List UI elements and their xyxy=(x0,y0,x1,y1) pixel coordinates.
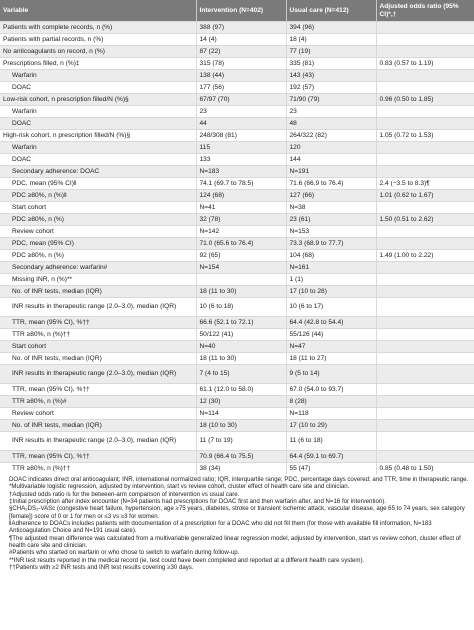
intervention-cell: 14 (4) xyxy=(196,34,286,46)
usual-care-cell: 17 (10 to 29) xyxy=(286,420,376,432)
usual-care-cell: 335 (81) xyxy=(286,58,376,70)
intervention-cell: N=40 xyxy=(196,341,286,353)
intervention-cell: 12 (30) xyxy=(196,396,286,408)
intervention-cell: 44 xyxy=(196,118,286,130)
footnote: *Multivariable logistic regression, adjusted by intervention, start vs review cohort, cluster effect of health care site and clinician. xyxy=(9,483,350,491)
variable-cell: No. of INR tests, median (IQR) xyxy=(0,353,196,365)
variable-cell: No. of INR tests, median (IQR) xyxy=(0,420,196,432)
intervention-cell: 67/97 (70) xyxy=(196,94,286,106)
table-row xyxy=(0,58,474,70)
usual-care-cell: 55/126 (44) xyxy=(286,329,376,341)
usual-care-cell: 18 (11 to 27) xyxy=(286,353,376,365)
table-row xyxy=(0,262,474,274)
variable-cell: Warfarin xyxy=(0,142,196,154)
table-row xyxy=(0,238,474,250)
table-row xyxy=(0,130,474,142)
variable-cell: DOAC xyxy=(0,118,196,130)
footnote: ‖Adherence to DOACs includes patients with documentation of a prescription for a DOAC who did not fill them (for those with available fill information, N=183 Anticoagulation Choice and N=191 usual care). xyxy=(9,520,432,535)
usual-care-cell: 77 (19) xyxy=(286,46,376,58)
footnote: DOAC indicates direct oral anticoagulant; INR, international normalized ratio; IQR, interquartile range; PDC, percentage days covered; and TTR, time in therapeutic range. xyxy=(9,476,469,483)
variable-cell: PDC ≥80%, n (%)‖ xyxy=(0,190,196,202)
intervention-cell: 50/122 (41) xyxy=(196,329,286,341)
odds-ratio-cell xyxy=(376,274,474,286)
odds-ratio-cell xyxy=(376,154,474,166)
intervention-cell: 92 (65) xyxy=(196,250,286,262)
intervention-cell: 11 (7 to 19) xyxy=(196,432,286,451)
odds-ratio-cell: 1.01 (0.62 to 1.67) xyxy=(376,190,474,202)
odds-ratio-cell xyxy=(376,166,474,178)
variable-cell: TTR ≥80%, n (%)†† xyxy=(0,463,196,475)
odds-ratio-cell xyxy=(376,396,474,408)
table-row xyxy=(0,34,474,46)
usual-care-cell: N=191 xyxy=(286,166,376,178)
intervention-cell: 18 (11 to 30) xyxy=(196,286,286,298)
variable-cell: High-risk cohort, n prescription filled/N (%)§ xyxy=(0,130,196,142)
usual-care-cell: 64.4 (59.1 to 69.7) xyxy=(286,451,376,463)
table-row xyxy=(0,94,474,106)
intervention-cell: 248/308 (81) xyxy=(196,130,286,142)
intervention-cell: 74.1 (69.7 to 78.5) xyxy=(196,178,286,190)
table-row xyxy=(0,154,474,166)
intervention-cell: 138 (44) xyxy=(196,70,286,82)
odds-ratio-cell xyxy=(376,46,474,58)
odds-ratio-cell xyxy=(376,432,474,451)
intervention-cell: 66.6 (52.1 to 72.1) xyxy=(196,317,286,329)
footnote: #Patients who started on warfarin or who chose to switch to warfarin during follow-up. xyxy=(9,549,240,557)
usual-care-cell: 144 xyxy=(286,154,376,166)
variable-cell: TTR, mean (95% CI), %†† xyxy=(0,451,196,463)
odds-ratio-cell xyxy=(376,408,474,420)
table-row xyxy=(0,396,474,408)
intervention-cell: 71.0 (65.6 to 76.4) xyxy=(196,238,286,250)
variable-cell: DOAC xyxy=(0,82,196,94)
odds-ratio-cell: 1.49 (1.00 to 2.22) xyxy=(376,250,474,262)
usual-care-cell: N=38 xyxy=(286,202,376,214)
odds-ratio-cell xyxy=(376,106,474,118)
intervention-cell: N=114 xyxy=(196,408,286,420)
footnote: ††Patients with ≥2 INR tests and INR test results covering ≥30 days. xyxy=(9,564,194,572)
footnote: ‡Initial prescription after index encounter (N=34 patients had prescriptions for DOAC first and then warfarin after, and N=16 for intervention). xyxy=(9,498,386,506)
intervention-cell xyxy=(196,274,286,286)
intervention-cell: 61.1 (12.0 to 58.0) xyxy=(196,384,286,396)
odds-ratio-cell: 1.05 (0.72 to 1.53) xyxy=(376,130,474,142)
intervention-cell: N=183 xyxy=(196,166,286,178)
table-body xyxy=(0,22,474,475)
variable-cell: TTR ≥80%, n (%)# xyxy=(0,396,196,408)
variable-cell: PDC ≥80%, n (%) xyxy=(0,250,196,262)
odds-ratio-cell xyxy=(376,365,474,384)
variable-cell: INR results in therapeutic range (2.0–3.0), median (IQR) xyxy=(0,298,196,317)
intervention-cell: N=154 xyxy=(196,262,286,274)
intervention-cell: 87 (22) xyxy=(196,46,286,58)
table-row xyxy=(0,463,474,475)
usual-care-cell: 64.4 (42.8 to 54.4) xyxy=(286,317,376,329)
odds-ratio-cell xyxy=(376,226,474,238)
odds-ratio-cell xyxy=(376,22,474,34)
usual-care-cell: 23 xyxy=(286,106,376,118)
intervention-cell: 115 xyxy=(196,142,286,154)
header-adjusted-odds-ratio: Adjusted odds ratio (95% CI)*,† xyxy=(376,0,474,22)
odds-ratio-cell xyxy=(376,238,474,250)
usual-care-cell: 1 (1) xyxy=(286,274,376,286)
variable-cell: Start cohort xyxy=(0,341,196,353)
intervention-cell: 70.9 (66.4 to 75.5) xyxy=(196,451,286,463)
intervention-cell: 10 (6 to 18) xyxy=(196,298,286,317)
usual-care-cell: N=153 xyxy=(286,226,376,238)
variable-cell: Patients with complete records, n (%) xyxy=(0,22,196,34)
table-row xyxy=(0,341,474,353)
table-row xyxy=(0,286,474,298)
header-variable: Variable xyxy=(0,0,196,22)
variable-cell: No anticoagulants on record, n (%) xyxy=(0,46,196,58)
odds-ratio-cell xyxy=(376,34,474,46)
odds-ratio-cell: 1.50 (0.51 to 2.62) xyxy=(376,214,474,226)
intervention-cell: 388 (97) xyxy=(196,22,286,34)
variable-cell: Start cohort xyxy=(0,202,196,214)
odds-ratio-cell xyxy=(376,353,474,365)
variable-cell: Review cohort xyxy=(0,408,196,420)
intervention-cell: 7 (4 to 15) xyxy=(196,365,286,384)
intervention-cell: 23 xyxy=(196,106,286,118)
table-footnotes xyxy=(0,474,474,571)
table-row xyxy=(0,226,474,238)
table-row xyxy=(0,46,474,58)
variable-cell: Patients with partial records, n (%) xyxy=(0,34,196,46)
table-row xyxy=(0,106,474,118)
usual-care-cell: 143 (43) xyxy=(286,70,376,82)
variable-cell: PDC ≥80%, n (%) xyxy=(0,214,196,226)
variable-cell: PDC, mean (95% CI) xyxy=(0,238,196,250)
table-row xyxy=(0,329,474,341)
odds-ratio-cell xyxy=(376,341,474,353)
usual-care-cell: 120 xyxy=(286,142,376,154)
table-row xyxy=(0,118,474,130)
variable-cell: Missing INR, n (%)** xyxy=(0,274,196,286)
table-row xyxy=(0,432,474,451)
usual-care-cell: 264/322 (82) xyxy=(286,130,376,142)
odds-ratio-cell xyxy=(376,420,474,432)
usual-care-cell: 48 xyxy=(286,118,376,130)
variable-cell: TTR, mean (95% CI), %†† xyxy=(0,317,196,329)
usual-care-cell: 11 (6 to 18) xyxy=(286,432,376,451)
intervention-cell: N=41 xyxy=(196,202,286,214)
table-row xyxy=(0,214,474,226)
table-row xyxy=(0,70,474,82)
odds-ratio-cell xyxy=(376,317,474,329)
intervention-cell: 38 (34) xyxy=(196,463,286,475)
table-row xyxy=(0,22,474,34)
odds-ratio-cell xyxy=(376,82,474,94)
table-row xyxy=(0,365,474,384)
footnote: **INR test results reported in the medical record (ie, test could have been completed and reported at a different health care system). xyxy=(9,556,365,564)
odds-ratio-cell xyxy=(376,286,474,298)
table-row xyxy=(0,202,474,214)
odds-ratio-cell: 0.96 (0.50 to 1.85) xyxy=(376,94,474,106)
usual-care-cell: 394 (96) xyxy=(286,22,376,34)
variable-cell: Warfarin xyxy=(0,70,196,82)
variable-cell: INR results in therapeutic range (2.0–3.0), median (IQR) xyxy=(0,432,196,451)
usual-care-cell: N=47 xyxy=(286,341,376,353)
footnote: †Adjusted odds ratio is for the between-arm comparison of intervention vs usual care. xyxy=(9,490,240,498)
odds-ratio-cell: 0.83 (0.57 to 1.19) xyxy=(376,58,474,70)
usual-care-cell: 9 (5 to 14) xyxy=(286,365,376,384)
table-row xyxy=(0,408,474,420)
footnote: ¶The adjusted mean difference was calculated from a multivariable generalized linear regression model, adjusted by intervention, start vs review cohort, cluster effect of health care site and clinician. xyxy=(9,534,461,550)
variable-cell: TTR ≥80%, n (%)†† xyxy=(0,329,196,341)
odds-ratio-cell xyxy=(376,262,474,274)
intervention-cell: 32 (78) xyxy=(196,214,286,226)
table-row xyxy=(0,250,474,262)
usual-care-cell: 55 (47) xyxy=(286,463,376,475)
usual-care-cell: 10 (6 to 17) xyxy=(286,298,376,317)
odds-ratio-cell xyxy=(376,329,474,341)
odds-ratio-cell xyxy=(376,202,474,214)
intervention-cell: N=142 xyxy=(196,226,286,238)
odds-ratio-cell xyxy=(376,70,474,82)
usual-care-cell: 23 (61) xyxy=(286,214,376,226)
variable-cell: PDC, mean (95% CI)‖ xyxy=(0,178,196,190)
odds-ratio-cell xyxy=(376,384,474,396)
table-header-row xyxy=(0,0,474,22)
usual-care-cell: 73.3 (68.9 to 77.7) xyxy=(286,238,376,250)
odds-ratio-cell xyxy=(376,451,474,463)
footnote: §CHA₂DS₂-VASc (congestive heart failure, hypertension, age ≥75 years, diabetes, stroke or transient ischemic attack, vascular disease, age 65 to 74 years, sex category [female]) score of 0 or 1 for men or ≤3 vs ≥3 for women. xyxy=(9,505,465,520)
odds-ratio-cell: 0.85 (0.48 to 1.50) xyxy=(376,463,474,475)
variable-cell: Prescriptions filled, n (%)‡ xyxy=(0,58,196,70)
intervention-cell: 124 (68) xyxy=(196,190,286,202)
variable-cell: Secondary adherence: warfarin# xyxy=(0,262,196,274)
odds-ratio-cell xyxy=(376,142,474,154)
usual-care-cell: N=161 xyxy=(286,262,376,274)
usual-care-cell: 127 (66) xyxy=(286,190,376,202)
table-row xyxy=(0,82,474,94)
variable-cell: DOAC xyxy=(0,154,196,166)
intervention-cell: 315 (78) xyxy=(196,58,286,70)
table-row xyxy=(0,353,474,365)
table-row xyxy=(0,190,474,202)
table-row xyxy=(0,166,474,178)
usual-care-cell: 71.6 (66.9 to 76.4) xyxy=(286,178,376,190)
table-row xyxy=(0,274,474,286)
usual-care-cell: 8 (28) xyxy=(286,396,376,408)
table-row xyxy=(0,298,474,317)
usual-care-cell: 17 (10 to 28) xyxy=(286,286,376,298)
usual-care-cell: N=118 xyxy=(286,408,376,420)
variable-cell: Low-risk cohort, n prescription filled/N (%)§ xyxy=(0,94,196,106)
usual-care-cell: 192 (57) xyxy=(286,82,376,94)
variable-cell: Review cohort xyxy=(0,226,196,238)
header-intervention: Intervention (N=402) xyxy=(196,0,286,22)
intervention-cell: 18 (11 to 30) xyxy=(196,353,286,365)
intervention-cell: 133 xyxy=(196,154,286,166)
variable-cell: Secondary adherence: DOAC xyxy=(0,166,196,178)
intervention-cell: 18 (10 to 30) xyxy=(196,420,286,432)
odds-ratio-cell: 2.4 (−3.5 to 8.3)¶ xyxy=(376,178,474,190)
header-usual-care: Usual care (N=412) xyxy=(286,0,376,22)
usual-care-cell: 67.0 (54.0 to 93.7) xyxy=(286,384,376,396)
odds-ratio-cell xyxy=(376,298,474,317)
usual-care-cell: 18 (4) xyxy=(286,34,376,46)
table-row xyxy=(0,420,474,432)
variable-cell: TTR, mean (95% CI), %†† xyxy=(0,384,196,396)
table-row xyxy=(0,142,474,154)
usual-care-cell: 104 (68) xyxy=(286,250,376,262)
variable-cell: No. of INR tests, median (IQR) xyxy=(0,286,196,298)
variable-cell: Warfarin xyxy=(0,106,196,118)
table-row xyxy=(0,451,474,463)
variable-cell: INR results in therapeutic range (2.0–3.0), median (IQR) xyxy=(0,365,196,384)
table-row xyxy=(0,178,474,190)
table-row xyxy=(0,317,474,329)
usual-care-cell: 71/90 (79) xyxy=(286,94,376,106)
odds-ratio-cell xyxy=(376,118,474,130)
intervention-cell: 177 (56) xyxy=(196,82,286,94)
table-row xyxy=(0,384,474,396)
